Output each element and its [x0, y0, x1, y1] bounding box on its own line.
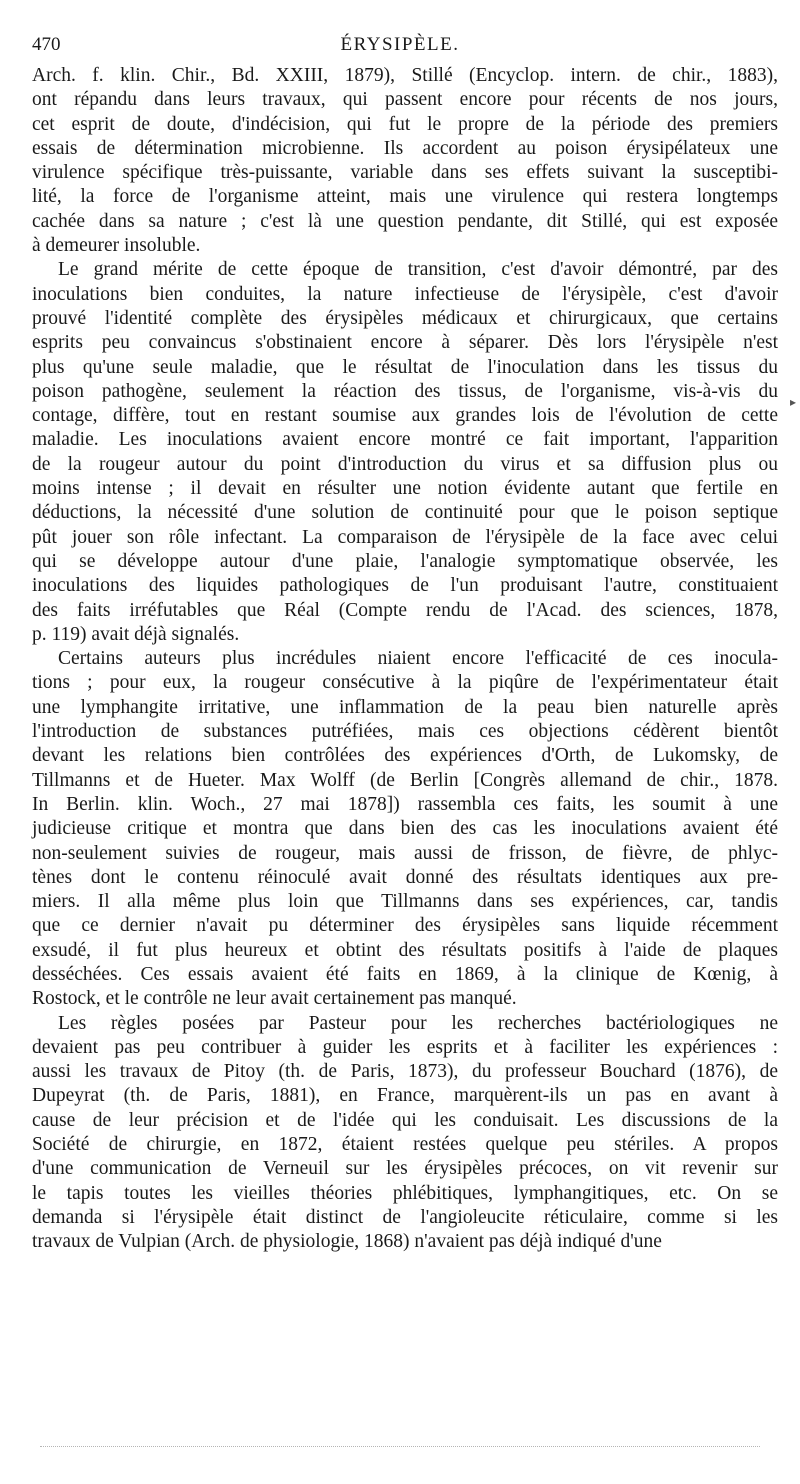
text-line: poison pathogène, seulement la réaction des tissus, de l'organisme, vis-à-vis du	[32, 380, 778, 402]
text-line: contage, diffère, tout en restant soumise aux grandes lois de l'évolution de cette	[32, 405, 778, 427]
text-line: travaux de Vulpian (Arch. de physiologie, 1868) n'avaient pas déjà indiqué d'une	[32, 1231, 662, 1253]
text-line: Dupeyrat (th. de Paris, 1881), en France, marquèrent-ils un pas en avant à	[32, 1085, 778, 1107]
text-line: Arch. f. klin. Chir., Bd. XXIII, 1879), Stillé (Encyclop. intern. de chir., 1883),	[32, 65, 778, 86]
text-line: cet esprit de doute, d'indécision, qui fut le propre de la période des premiers	[32, 113, 778, 135]
paragraph	[32, 647, 778, 1011]
text-line: non-seulement suivies de rougeur, mais aussi de frisson, de fièvre, de phlyc-	[32, 842, 778, 864]
text-line: esprits peu convaincus s'obstinaient encore à séparer. Dès lors l'érysipèle n'est	[32, 332, 778, 354]
text-line: Les règles posées par Pasteur pour les recherches bactériologiques ne	[58, 1012, 778, 1034]
text-line: cachée dans sa nature ; c'est là une question pendante, dit Stillé, qui est exposée	[32, 210, 778, 232]
text-line: d'une communication de Verneuil sur les érysipèles précoces, on vit revenir sur	[32, 1158, 778, 1180]
text-line: Le grand mérite de cette époque de transition, c'est d'avoir démontré, par des	[58, 259, 778, 281]
text-line: inoculations bien conduites, la nature infectieuse de l'érysipèle, c'est d'avoir	[32, 283, 778, 305]
paragraph	[32, 64, 778, 258]
text-line: qui se développe autour d'une plaie, l'analogie symptomatique observée, les	[32, 550, 778, 572]
text-line: maladie. Les inoculations avaient encore montré ce fait important, l'apparition	[32, 429, 778, 451]
text-line: l'introduction de substances putréfiées, mais ces objections cédèrent bientôt	[32, 721, 778, 743]
text-line: ont répandu dans leurs travaux, qui passent encore pour récents de nos jours,	[32, 89, 778, 111]
paragraph	[32, 1012, 778, 1255]
text-line: plus qu'une seule maladie, que le résultat de l'inoculation dans les tissus du	[32, 356, 778, 378]
text-line: desséchées. Ces essais avaient été faits en 1869, à la clinique de Kœnig, à	[32, 963, 778, 985]
page-number: 470	[32, 34, 61, 55]
text-line: pût jouer son rôle infectant. La comparaison de l'érysipèle de la face avec celui	[32, 526, 778, 548]
text-line: Société de chirurgie, en 1872, étaient restées quelque peu stériles. A propos	[32, 1134, 778, 1156]
margin-mark: ▸	[790, 395, 797, 409]
text-line: tions ; pour eux, la rougeur consécutive à la piqûre de l'expérimentateur était	[32, 672, 778, 694]
text-line: essais de détermination microbienne. Ils accordent au poison érysipélateux une	[32, 137, 778, 159]
text-line: p. 119) avait déjà signalés.	[32, 623, 240, 645]
text-line: miers. Il alla même plus loin que Tillmanns dans ses expériences, car, tandis	[32, 891, 778, 913]
text-line: exsudé, il fut plus heureux et obtint des résultats positifs à l'aide de plaques	[32, 939, 778, 961]
text-line: demanda si l'érysipèle était distinct de l'angioleucite réticulaire, comme si les	[32, 1206, 778, 1228]
text-line: aussi les travaux de Pitoy (th. de Paris, 1873), du professeur Bouchard (1876), de	[32, 1061, 778, 1083]
text-line: que ce dernier n'avait pu déterminer des érysipèles sans liquide récemment	[32, 915, 778, 937]
text-line: Certains auteurs plus incrédules niaient encore l'efficacité de ces inocula-	[58, 648, 778, 670]
text-line: moins intense ; il devait en résulter une notion évidente autant que fertile en	[32, 478, 778, 500]
text-line: à demeurer insoluble.	[32, 235, 201, 257]
text-line: lité, la force de l'organisme atteint, mais une virulence qui restera longtemps	[32, 186, 778, 208]
text-line: devant les relations bien contrôlées des expériences d'Orth, de Lukomsky, de	[32, 745, 778, 767]
text-line: le tapis toutes les vieilles théories phlébitiques, lymphangitiques, etc. On se	[32, 1182, 778, 1204]
text-line: prouvé l'identité complète des érysipèles médicaux et chirurgicaux, que certains	[32, 307, 778, 329]
text-line: tènes dont le contenu réinoculé avait donné des résultats identiques aux pre-	[32, 866, 778, 888]
text-line: Tillmanns et de Hueter. Max Wolff (de Berlin [Congrès allemand de chir., 1878.	[32, 769, 778, 791]
page-header	[30, 34, 770, 62]
body-text	[32, 64, 778, 1255]
bottom-rule	[40, 1446, 760, 1449]
text-line: cause de leur précision et de l'idée qui les conduisait. Les discussions de la	[32, 1109, 778, 1131]
text-line: déductions, la nécessité d'une solution de continuité pour que le poison septique	[32, 502, 778, 524]
text-line: judicieuse critique et montra que dans bien des cas les inoculations avaient été	[32, 818, 778, 840]
text-line: Rostock, et le contrôle ne leur avait certainement pas manqué.	[32, 988, 517, 1010]
paragraph	[32, 258, 778, 647]
text-line: une lymphangite irritative, une inflammation de la peau bien naturelle après	[32, 696, 778, 718]
text-line: inoculations des liquides pathologiques de l'un produisant l'autre, constituaient	[32, 575, 778, 597]
running-head: ÉRYSIPÈLE.	[340, 34, 460, 55]
text-line: des faits irréfutables que Réal (Compte rendu de l'Acad. des sciences, 1878,	[32, 599, 778, 621]
text-line: devaient pas peu contribuer à guider les esprits et à faciliter les expériences :	[32, 1036, 778, 1058]
text-line: de la rougeur autour du point d'introduction du virus et sa diffusion plus ou	[32, 453, 778, 475]
text-line: In Berlin. klin. Woch., 27 mai 1878]) rassembla ces faits, les soumit à une	[32, 793, 778, 815]
text-line: virulence spécifique très-puissante, variable dans ses effets suivant la susceptibi-	[32, 162, 778, 184]
